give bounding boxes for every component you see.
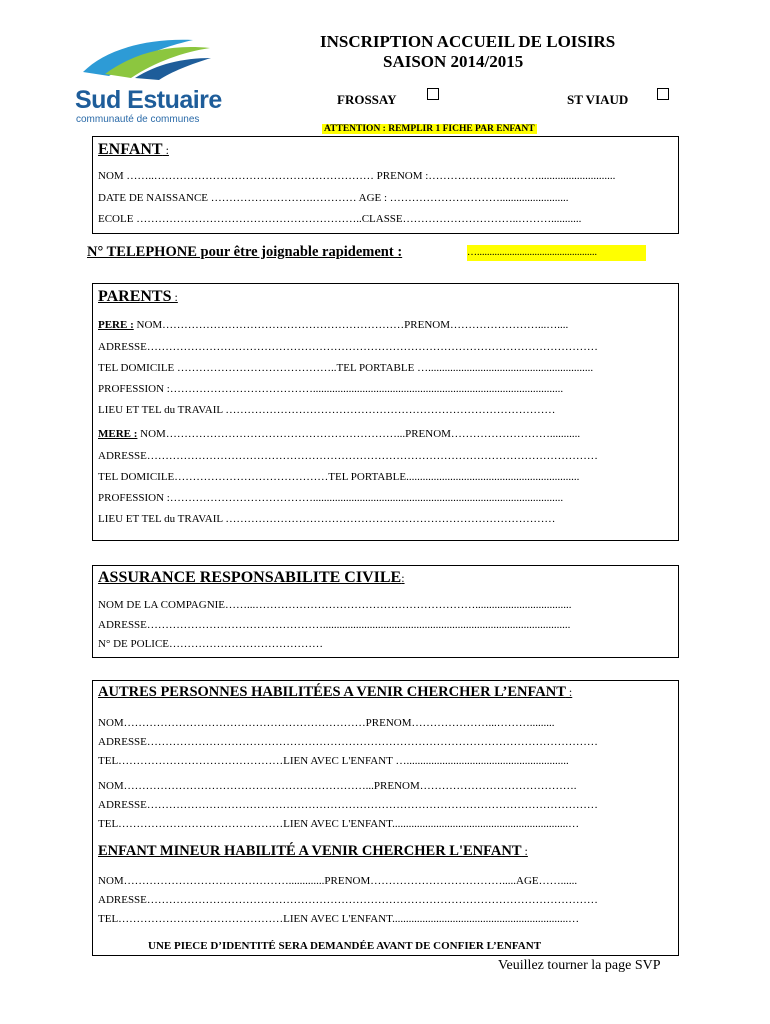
parents-heading-colon: : (171, 290, 178, 304)
assurance-company-field[interactable]: NOM DE LA COMPAGNIE……...……………………………………………………................................... (98, 599, 572, 611)
pere-profession-field[interactable]: PROFESSION :…………………………………........................................................................................... (98, 383, 564, 395)
enfant-heading-text: ENFANT (98, 141, 163, 158)
assurance-section (92, 565, 679, 658)
enfant-school-field[interactable]: ECOLE ……………………………………………………..CLASSE…………………………..………........... (98, 213, 582, 225)
autres-heading-text: AUTRES PERSONNES HABILITÉES A VENIR CHERCHER L’ENFANT (98, 684, 566, 700)
autre2-address-field[interactable]: ADRESSE…………………………………………………………………………………………………………… (98, 799, 598, 811)
enfant-heading (98, 141, 169, 159)
location-frossay-checkbox[interactable] (427, 88, 439, 100)
mere-phone-field[interactable]: TEL DOMICILE……………………………………TEL PORTABLE............................................................... (98, 471, 580, 483)
identity-notice: UNE PIECE D’IDENTITÉ SERA DEMANDÉE AVANT DE CONFIER L’ENFANT (148, 940, 542, 952)
telephone-field[interactable]: …................................................ (467, 245, 646, 261)
assurance-heading (98, 569, 405, 587)
location-frossay-label: FROSSAY (337, 92, 397, 107)
parents-heading (98, 288, 178, 306)
autre2-phone-field[interactable]: TEL………………………………………LIEN AVEC L'ENFANT................................................................… (98, 818, 580, 830)
mere-name-line: NOM………………………………………………………...PRENOM………………………........... (137, 428, 581, 440)
mineur-phone-field[interactable]: TEL………………………………………LIEN AVEC L'ENFANT................................................................… (98, 913, 580, 925)
enfant-name-field[interactable]: NOM ……..…………………………………………………… PRENOM :…………………………............................ (98, 170, 616, 182)
mere-profession-field[interactable]: PROFESSION :…………………………………........................................................................................... (98, 492, 564, 504)
form-title: INSCRIPTION ACCUEIL DE LOISIRS (320, 32, 616, 51)
mineur-heading-colon: : (521, 844, 528, 858)
enfant-section (92, 136, 679, 234)
autres-heading-colon: : (565, 685, 573, 699)
mere-name-field[interactable] (98, 428, 673, 440)
attention-notice: ATTENTION : REMPLIR 1 FICHE PAR ENFANT (324, 124, 535, 134)
mere-work-field[interactable]: LIEU ET TEL du TRAVAIL ……………………………………………………………………………… (98, 513, 556, 525)
mineur-name-field[interactable]: NOM……………………………………….............PRENOM……………………………….....AGE……...... (98, 875, 578, 887)
location-st-viaud-label: ST VIAUD (567, 92, 629, 107)
mineur-heading-text: ENFANT MINEUR HABILITÉ A VENIR CHERCHER L'ENFANT (98, 843, 522, 859)
pere-work-field[interactable]: LIEU ET TEL du TRAVAIL ……………………………………………………………………………… (98, 404, 556, 416)
enfant-heading-colon: : (162, 143, 169, 157)
autre1-name-field[interactable]: NOM…………………………………………………………PRENOM…………………...………......... (98, 717, 555, 729)
logo-name: Sud Estuaire (75, 86, 222, 114)
turn-page-footer: Veuillez tourner la page SVP (498, 958, 661, 973)
mere-label: MERE : (98, 428, 138, 440)
assurance-address-field[interactable]: ADRESSE………………………………………….......................................................................................... (98, 619, 571, 631)
mineur-address-field[interactable]: ADRESSE…………………………………………………………………………………………………………… (98, 894, 598, 906)
pere-name-line: NOM…………………………………………………………PRENOM……………………...….... (133, 319, 569, 331)
assurance-policy-field[interactable]: N° DE POLICE…………………………………… (98, 638, 324, 650)
assurance-heading-colon: : (401, 571, 405, 585)
parents-section (92, 283, 679, 541)
autre2-name-field[interactable]: NOM…………………………………………………………...PRENOM……………………………………. (98, 780, 577, 792)
pere-address-field[interactable]: ADRESSE…………………………………………………………………………………………………………… (98, 341, 598, 353)
sud-estuaire-logo (75, 34, 222, 125)
assurance-heading-text: ASSURANCE RESPONSABILITE CIVILE (98, 569, 402, 586)
autres-personnes-section (92, 680, 679, 956)
location-st-viaud-checkbox[interactable] (657, 88, 669, 100)
logo-subtitle: communauté de communes (76, 114, 200, 125)
autre1-address-field[interactable]: ADRESSE…………………………………………………………………………………………………………… (98, 736, 598, 748)
logo-swoosh-icon (75, 34, 215, 86)
pere-label: PERE : (98, 319, 134, 331)
telephone-label: N° TELEPHONE pour être joignable rapidement : (87, 244, 403, 260)
mere-address-field[interactable]: ADRESSE…………………………………………………………………………………………………………… (98, 450, 598, 462)
pere-phone-field[interactable]: TEL DOMICILE ……………………………………..TEL PORTABLE …............................................................ (98, 362, 594, 374)
enfant-birthdate-field[interactable]: DATE DE NAISSANCE ……………………….………… AGE : …………………………......................... (98, 192, 569, 204)
mineur-heading (98, 843, 528, 860)
autres-heading (98, 684, 572, 701)
parents-heading-text: PARENTS (98, 288, 172, 305)
pere-name-field[interactable] (98, 319, 673, 331)
autre1-phone-field[interactable]: TEL………………………………………LIEN AVEC L'ENFANT …........................................................... (98, 755, 569, 767)
season-title: SAISON 2014/2015 (383, 52, 524, 71)
